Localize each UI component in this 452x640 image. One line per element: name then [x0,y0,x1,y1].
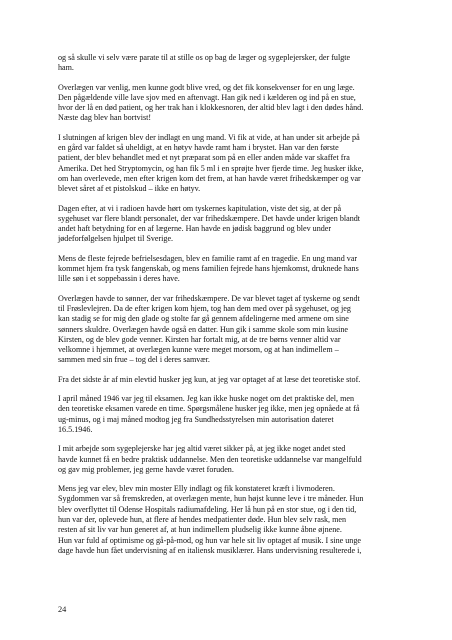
text-line: dage havde hun fået undervisning af en italiensk musiklærer. Hans undervisning resulterede i, [58,545,362,555]
paragraph [58,204,394,245]
text-line: sønners skuldre. Overlægen havde også en datter. Hun gik i samme skole som min kusine [58,324,348,334]
text-line: resten af sit liv var hun generet af, at hun indimellem pludselig ikke kunne åbne øjnene. [58,525,342,535]
text-line: Hun var fuld af optimisme og gå-på-mod, og hun var hele sit liv optaget af musik. I sine unge [58,535,361,545]
text-line: sammen med sin frue – tog del i deres samvær. [58,355,210,365]
text-line: Amerika. Det hed Stryptomycin, og han fik 5 ml i en sprøjte hver fjerde time. Jeg husker ikke, [58,163,364,173]
text-line: andet haft betydning for en af lægerne. Han havde en jødisk baggrund og blev under [58,224,332,234]
text-line: Overlægen var venlig, men kunne godt blive vred, og det fik konsekvenser for en ung læge. [58,82,355,92]
text-line: Fra det sidste år af min elevtid husker jeg kun, at jeg var optaget af at læse det teoretiske stof. [58,374,361,384]
text-line: Mens de fleste fejrede befrielsesdagen, blev en familie ramt af en tragedie. En ung mand var [58,253,358,263]
text-line: blev overflyttet til Odense Hospitals radiumafdeling. Her lå hun på en stor stue, og i den tid, [58,504,357,514]
text-line: patient, der blev behandlet med et nyt præparat som på en eller anden måde var skaffet fra [58,153,350,163]
page-number: 24 [58,605,67,614]
text-line: velkomne i hjemmet, at overlægen kunne være meget morsom, og at han indimellem – [58,345,339,355]
text-line: en gård var faldet så uheldigt, at en høtyv havde ramt ham i brystet. Han var den første [58,143,339,153]
text-line: I mit arbejde som sygeplejerske har jeg altid været sikker på, at jeg ikke noget andet sted [58,444,346,454]
text-line: 16.5.1946. [58,424,93,434]
text-line: Den pågældende ville lave sjov med en aftenvagt. Han gik ned i kælderen og ind på en stue, [58,92,356,102]
text-line: hun var der, oplevede hun, at flere af hendes medpatienter døde. Hun blev selv rask, men [58,514,347,524]
text-line: hvor der lå en død patient, og her trak han i klokkesnoren, der altid blev lagt i den dødes hånd. [58,103,364,113]
text-line: I april måned 1946 var jeg til eksamen. Jeg kan ikke huske noget om det praktiske del, men [58,394,355,404]
text-line: Overlægen havde to sønner, der var frihedskæmpere. De var blevet taget af tyskerne og sendt [58,293,360,303]
text-line: blevet såret af et pistolskud – ikke en høtyv. [58,184,201,194]
paragraph [58,294,394,366]
text-line: kan stadig se for mig den glade og stolte far gå gennem afdelingerne med armene om sine [58,314,349,324]
text-line: Dagen efter, at vi i radioen havde hørt om tyskernes kapitulation, viste det sig, at der på [58,203,342,213]
text-line: og gav mig problemer, jeg gerne havde været foruden. [58,464,234,474]
text-line: den teoretiske eksamen varede en time. Spørgsmålene husker jeg ikke, men jeg opnåede at få [58,404,360,414]
paragraph [58,254,394,285]
text-line: ug-minus, og i maj måned modtog jeg fra Sundhedsstyrelsen min autorisation dateret [58,414,334,424]
paragraph [58,133,394,195]
paragraph [58,444,394,475]
text-line: Næste dag blev han bortvist! [58,113,152,123]
text-line: om han overlevede, men efter krigen kom det frem, at han havde været frihedskæmper og var [58,173,361,183]
text-line: Mens jeg var elev, blev min moster Elly indlagt og fik konstateret kræft i livmoderen. [58,484,335,494]
text-line: sygehuset var flere blandt personalet, der var frihedskæmpere. Det havde under krigen blandt [58,213,361,223]
body-text [58,53,394,556]
paragraph [58,83,394,124]
text-line: og så skulle vi selv være parate til at stille os op bag de læger og sygeplejersker, der fulgte [58,53,351,62]
paragraph [58,394,394,435]
text-line: havde kunnet få en bedre praktisk uddannelse. Men den teoretiske uddannelse var mangelfuld [58,454,362,464]
text-line: Kirsten, og de blev gode venner. Kirsten har fortalt mig, at de tre børns venner altid var [58,334,341,344]
text-line: til Frøslevlejren. Da de efter krigen kom hjem, tog han dem med over på sygehuset, og jeg [58,303,351,313]
text-line: kommet hjem fra tysk fangenskab, og mens familien fejrede hans hjemkomst, druknede hans [58,264,359,274]
paragraph [58,375,394,385]
text-line: ham. [58,63,74,73]
paragraph [58,53,394,74]
text-line: I slutningen af krigen blev der indlagt en ung mand. Vi fik at vide, at han under sit arbejde på [58,132,360,142]
text-line: lille søn i et soppebassin i deres have. [58,274,180,284]
paragraph [58,484,394,556]
text-line: Sygdommen var så fremskreden, at overlægen mente, hun højst kunne leve i tre måneder. Hun [58,494,364,504]
text-line: jødeforfølgelsen hjulpet til Sverige. [58,234,174,244]
